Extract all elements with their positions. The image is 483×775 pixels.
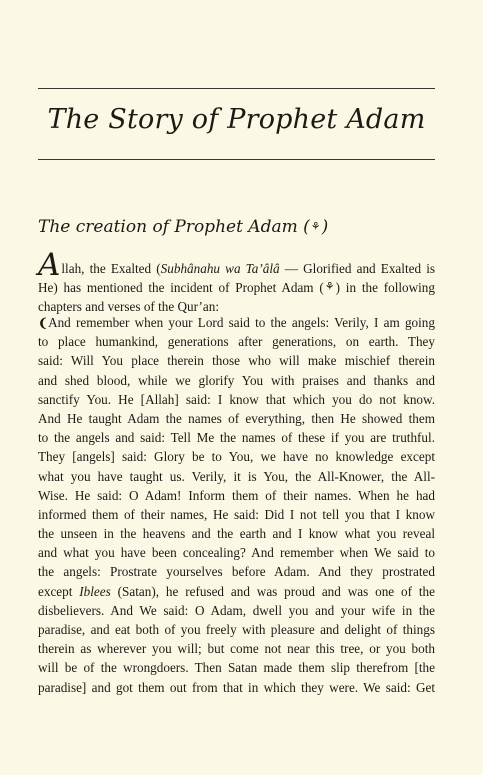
quote-line: disbelievers. And We said: O Adam, dwell you and your wife in the — [38, 602, 435, 618]
quote-line-text: And remember when your Lord said to the angels: Verily, I am going — [48, 315, 435, 330]
title-top-rule — [38, 88, 435, 89]
intro-text-c: ) in the following chapters and verses of the Qur’an: — [38, 280, 435, 315]
quote-line-text: (Satan), he refused and was proud and was one of the — [110, 583, 435, 599]
intro-paragraph — [38, 247, 435, 317]
quote-line: paradise] and got them out from that in which they were. We said: Get — [38, 679, 435, 695]
quote-line — [38, 582, 435, 601]
quote-line: They [angels] said: Glory be to You, we have no knowledge except — [38, 449, 435, 465]
section-heading-text: The creation of Prophet Adam ( — [38, 217, 310, 237]
quote-line — [38, 313, 435, 332]
quote-line: to place humankind, generations after generations, on earth. They — [38, 334, 435, 350]
quote-line: and what you have been concealing? And remember when We said to — [38, 545, 435, 561]
section-heading-end: ) — [321, 217, 329, 237]
quote-line-text: except — [38, 583, 80, 599]
quote-line: to the angels and said: Tell Me the names of these if you are truthful. — [38, 430, 435, 446]
drop-cap: A — [38, 247, 61, 283]
quote-open-bracket: ❨ — [38, 316, 49, 330]
quran-quote — [38, 313, 435, 697]
quote-line: what you have taught us. Verily, it is You, the All-Knower, the All- — [38, 468, 435, 484]
quote-line: therein as wherever you will; but come not near this tree, or you both — [38, 641, 435, 657]
quote-line: And He taught Adam the names of everything, then He showed them — [38, 410, 435, 426]
honorific-symbol-icon: ⚘ — [310, 220, 321, 233]
intro-text-a: llah, the Exalted ( — [61, 261, 161, 276]
section-heading — [38, 217, 328, 237]
quote-line: will be of the wrongdoers. Then Satan made them slip therefrom [the — [38, 660, 435, 676]
quote-line: sanctify You. He [Allah] said: I know that which you do not know. — [38, 391, 435, 407]
quote-line: and shed blood, while we glorify You with praises and thanks and — [38, 372, 435, 388]
chapter-title: The Story of Prophet Adam — [47, 104, 426, 135]
quote-line: Wise. He said: O Adam! Inform them of their names. When he had — [38, 487, 435, 503]
quote-line: the unseen in the heavens and the earth and I know what you reveal — [38, 526, 435, 542]
quote-line: said: Will You place therein those who will make mischief therein — [38, 353, 435, 369]
quote-line: paradise, and eat both of you freely with pleasure and delight of things — [38, 622, 435, 637]
quote-italic-word: Iblees — [79, 583, 111, 599]
intro-italic-phrase: Subhânahu wa Ta’âlâ — [160, 261, 280, 276]
title-bottom-rule — [38, 159, 435, 160]
quote-line: informed them of their names, He said: Did I not tell you that I know — [38, 506, 435, 522]
honorific-symbol-icon: ⚘ — [324, 281, 335, 294]
intro-text-b: — Glorified and Exalted is He) has mentioned the incident of Prophet Adam ( — [38, 261, 435, 296]
quote-line: the angels: Prostrate yourselves before Adam. And they prostrated — [38, 564, 435, 580]
